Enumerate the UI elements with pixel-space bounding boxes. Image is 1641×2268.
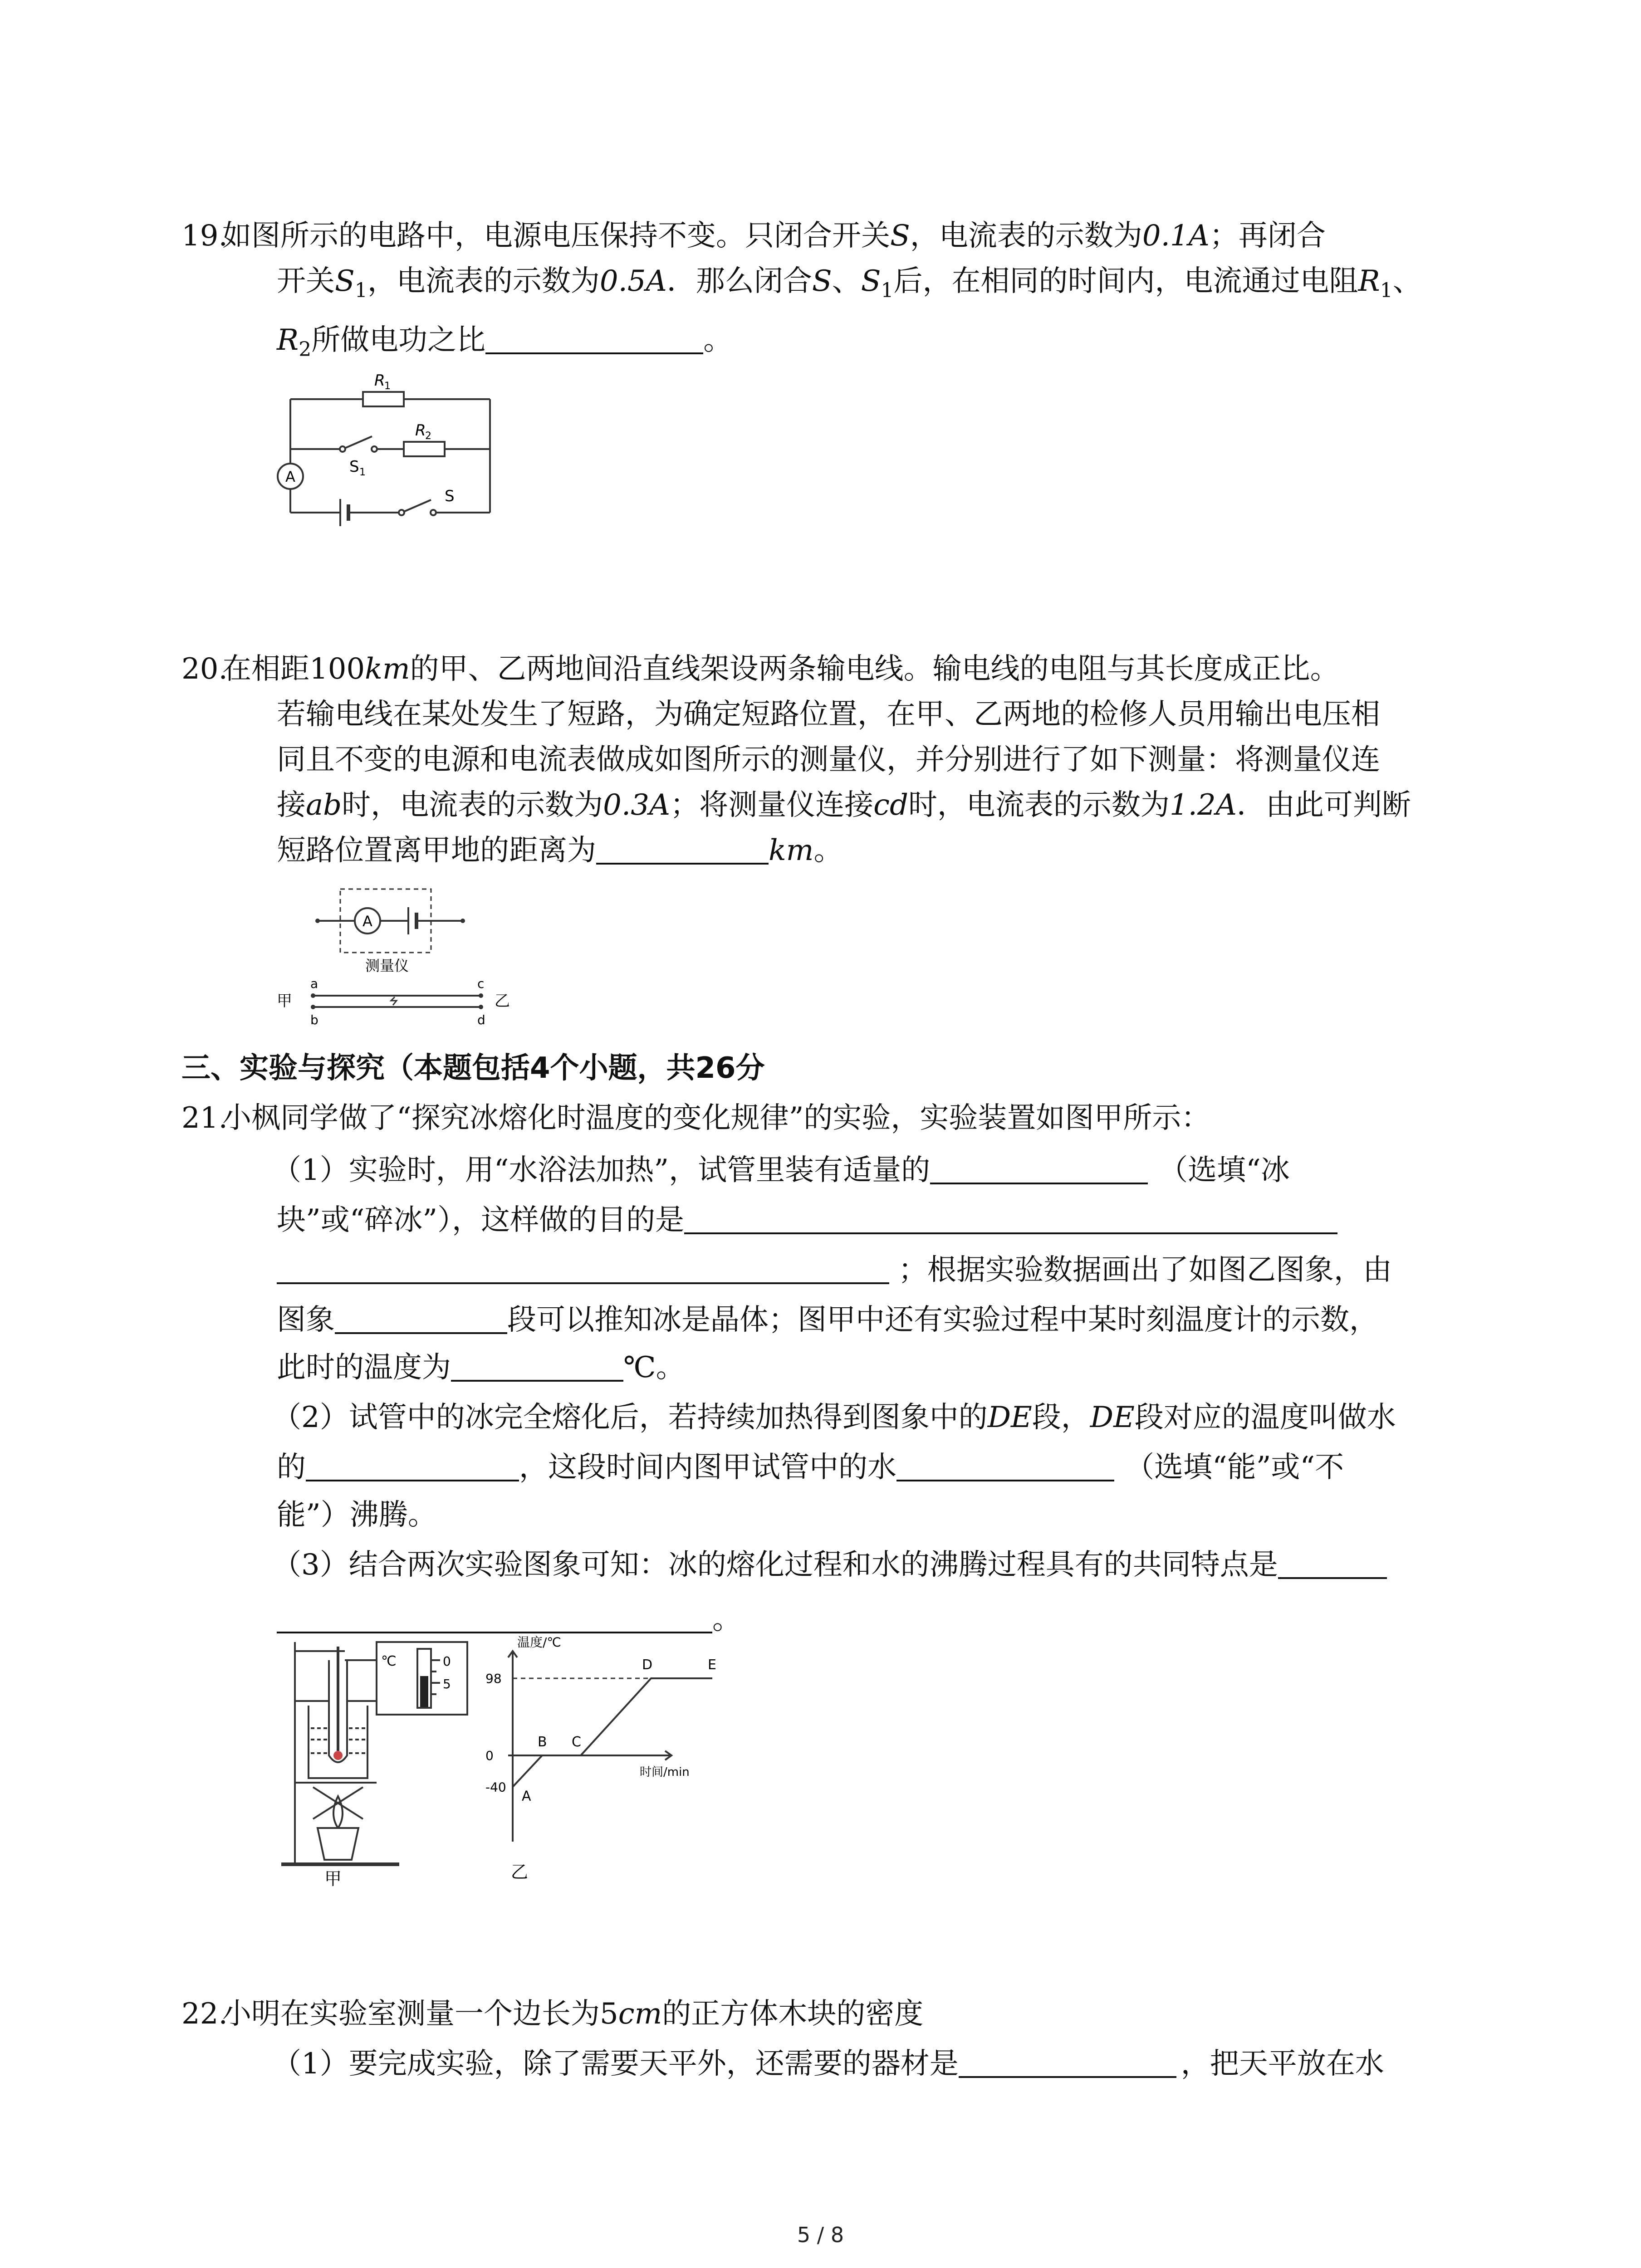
q21-blank-ice-type[interactable]: [930, 1157, 1148, 1184]
q21-blank-can-boil[interactable]: [896, 1454, 1114, 1481]
q21-blank-purpose-2[interactable]: [277, 1257, 889, 1284]
fig-jia-label: 甲: [324, 1869, 342, 1887]
svg-text:5: 5: [443, 1677, 451, 1691]
svg-text:b: b: [310, 1012, 318, 1027]
q21-p1-line2: 块”或“碎冰”），这样做的目的是: [277, 1198, 1337, 1243]
q19-line1: 19. 如图所示的电路中，电源电压保持不变。只闭合开关S，电流表的示数为0.1A；再闭合: [222, 213, 1326, 259]
svg-text:A: A: [362, 913, 372, 930]
q21-p1-line5: 此时的温度为 ℃。: [277, 1351, 685, 1384]
y-tick-label: -40: [485, 1779, 506, 1795]
q22-number: 22.: [181, 1997, 228, 2031]
point-label-B: B: [538, 1734, 547, 1750]
point-label-A: A: [522, 1788, 531, 1804]
q21-blank-purpose-1[interactable]: [684, 1207, 1337, 1234]
svg-text:乙: 乙: [495, 992, 510, 1010]
q19-answer-blank[interactable]: [485, 327, 703, 354]
svg-text:0: 0: [443, 1654, 451, 1669]
q20-answer-blank[interactable]: [596, 837, 769, 865]
q20-line3: 同且不变的电源和电流表做成如图所示的测量仪，并分别进行了如下测量：将测量仪连: [277, 743, 1380, 777]
section-heading: 三、实验与探究（本题包括4个小题，共26分: [181, 1051, 765, 1085]
q21-blank-common-1[interactable]: [1278, 1552, 1387, 1579]
q21-blank-segment[interactable]: [335, 1307, 507, 1334]
q20-line1: 20. 在相距100km的甲、乙两地间沿直线架设两条输电线。输电线的电阻与其长度成正比。: [222, 646, 1339, 692]
q19-line2: 开关$S_1$，电流表的示数为0.5A．那么闭合S、$S_1$后，在相同的时间内，电流通过电阻$R_1$、: [277, 264, 1422, 302]
q21-blank-temp[interactable]: [451, 1354, 623, 1382]
temperature-time-chart: [481, 1633, 762, 1887]
svg-text:S: S: [445, 487, 455, 505]
alcohol-lamp-icon: [318, 1828, 358, 1860]
q20-measure-figure: [272, 880, 526, 1036]
q21-number: 21.: [181, 1101, 228, 1135]
svg-text:S: S: [349, 458, 359, 476]
q19-number: 19.: [181, 219, 228, 253]
q21-p1-line3: ；根据实验数据画出了如图乙图象，由: [277, 1247, 1392, 1293]
point-label-D: D: [642, 1657, 653, 1673]
q22-blank-equipment[interactable]: [959, 2051, 1176, 2078]
svg-text:a: a: [310, 976, 318, 991]
q21-p2-line1: （2）试管中的冰完全熔化后，若持续加热得到图象中的DE段，DE段对应的温度叫做水: [272, 1401, 1396, 1434]
svg-text:℃: ℃: [381, 1653, 397, 1669]
q20-line2: 若输电线在某处发生了短路，为确定短路位置，在甲、乙两地的检修人员用输出电压相: [277, 698, 1380, 731]
q21-blank-boiling-point[interactable]: [306, 1454, 519, 1481]
q21-p1-line4: 图象 段可以推知冰是晶体；图甲中还有实验过程中某时刻温度计的示数，: [277, 1303, 1378, 1337]
resistor-r1-icon: [363, 392, 404, 406]
page-number: 5 / 8: [797, 2223, 844, 2247]
svg-text:A: A: [285, 468, 295, 485]
svg-text:甲: 甲: [277, 992, 292, 1010]
short-circuit-mark: [391, 997, 397, 1005]
q22-line1: 22. 小明在实验室测量一个边长为5cm的正方体木块的密度: [222, 1991, 923, 2037]
q19-circuit-figure: [272, 363, 508, 528]
q20-line5: 短路位置离甲地的距离为 km。: [277, 834, 843, 867]
x-axis-label: 时间/min: [640, 1765, 690, 1779]
y-tick-label: 98: [485, 1671, 502, 1686]
q21-p2-line3: 能”）沸腾。: [277, 1498, 437, 1532]
resistor-r2-icon: [404, 442, 445, 456]
q21-line1: 21. 小枫同学做了“探究冰熔化时温度的变化规律”的实验，实验装置如图甲所示：: [222, 1095, 1210, 1141]
water-bath-apparatus: [272, 1633, 472, 1887]
mercury-column: [420, 1676, 428, 1707]
svg-text:d: d: [477, 1012, 485, 1027]
point-label-C: C: [572, 1734, 581, 1750]
point-label-E: E: [708, 1657, 716, 1673]
svg-text:1: 1: [359, 467, 366, 478]
q21-apparatus-figure: [272, 1633, 472, 1889]
q22-p1-line1: （1）要完成实验，除了需要天平外，还需要的器材是 ，把天平放在水: [272, 2047, 1384, 2081]
svg-text:测量仪: 测量仪: [365, 957, 409, 974]
fig-yi-label: 乙: [511, 1862, 529, 1882]
svg-text:c: c: [477, 976, 485, 991]
circuit-diagram: [272, 363, 508, 526]
measure-device-diagram: [272, 880, 526, 1034]
svg-text:2: 2: [425, 430, 431, 442]
svg-text:1: 1: [384, 381, 391, 392]
q21-p3-line1: （3）结合两次实验图象可知：冰的熔化过程和水的沸腾过程具有的共同特点是: [272, 1542, 1387, 1588]
q21-p2-line2: 的 ，这段时间内图甲试管中的水 （选填“能”或“不: [277, 1451, 1344, 1484]
svg-text:R: R: [374, 371, 385, 390]
q21-p3-line2: 。: [277, 1597, 741, 1642]
q20-line4: 接ab时，电流表的示数为0.3A；将测量仪连接cd时，电流表的示数为1.2A．由此可判断: [277, 788, 1411, 822]
q21-p1-line1: （1）实验时，用“水浴法加热”，试管里装有适量的 （选填“冰: [272, 1154, 1290, 1187]
switch-s-icon: [404, 500, 431, 512]
q21-temperature-chart: [481, 1633, 762, 1889]
q20-number: 20.: [181, 652, 228, 686]
svg-text:R: R: [415, 421, 426, 440]
q19-line3: $R_2$所做电功之比 。: [277, 323, 733, 361]
q21-blank-common-2[interactable]: [277, 1606, 712, 1633]
y-tick-label: 0: [485, 1748, 494, 1763]
y-axis-label: 温度/℃: [517, 1635, 561, 1650]
switch-s1-icon: [345, 436, 372, 448]
